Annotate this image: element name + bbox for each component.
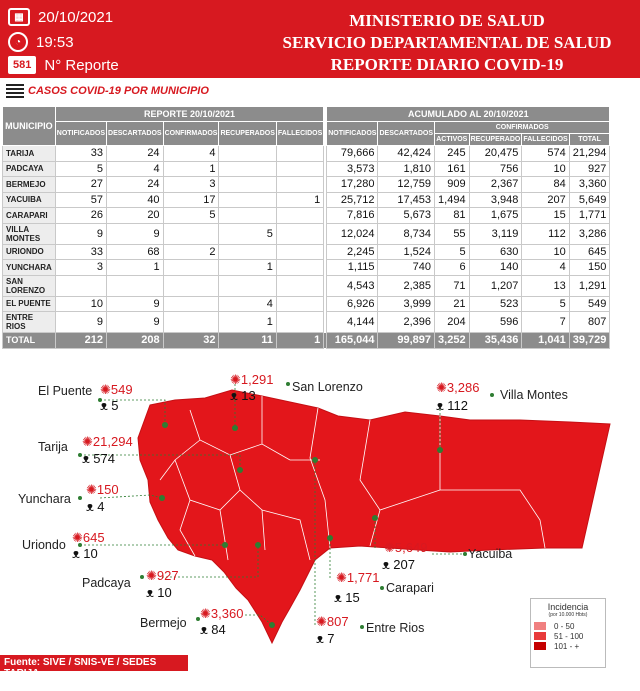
table-cell: 4: [107, 161, 164, 177]
map-cases-bermejo: ✺3,360: [200, 606, 244, 621]
table-icon: [6, 84, 24, 98]
table-cell: [276, 146, 323, 162]
report-header: [0, 0, 640, 78]
legend-title: Incidencia: [547, 602, 589, 612]
table-cell: 1,494: [435, 192, 470, 208]
group-reporte: REPORTE 20/10/2021: [55, 107, 323, 122]
table-cell: 20: [107, 208, 164, 224]
ribbon-icon: ᴥ: [82, 451, 90, 466]
municipio-name: SAN LORENZO: [3, 275, 56, 296]
table-cell: 1,291: [569, 275, 610, 296]
table-cell: 1: [219, 260, 276, 276]
title-line-3: REPORTE DIARIO COVID-19: [330, 55, 564, 74]
table-cell: 208: [107, 333, 164, 349]
report-number-row: [8, 56, 119, 74]
table-cell: 204: [435, 312, 470, 333]
table-cell: 9: [107, 296, 164, 312]
table-cell: [219, 192, 276, 208]
table-cell: 27: [55, 177, 106, 193]
municipio-name: YUNCHARA: [3, 260, 56, 276]
table-cell: 3,573: [327, 161, 378, 177]
table-cell: [163, 223, 219, 244]
table-cell: 39,729: [569, 333, 610, 349]
map-deaths-el-puente: ᴥ 5: [100, 398, 119, 413]
table-row: [3, 244, 610, 260]
map-label-padcaya: Padcaya: [82, 576, 131, 590]
table-cell: 33: [55, 244, 106, 260]
table-cell: [219, 146, 276, 162]
table-cell: [219, 208, 276, 224]
table-cell: 55: [435, 223, 470, 244]
table-cell: 596: [469, 312, 522, 333]
map-cases-padcaya: ✺927: [146, 568, 179, 583]
table-cell: [219, 275, 276, 296]
table-row: [3, 312, 610, 333]
virus-icon: ✺: [100, 382, 111, 397]
map-label-villa-montes: Villa Montes: [500, 388, 568, 402]
map-deaths-yacuiba: ᴥ 207: [382, 557, 415, 572]
table-cell: 245: [435, 146, 470, 162]
table-cell: 9: [55, 312, 106, 333]
table-cell: 57: [55, 192, 106, 208]
table-cell: 3,999: [378, 296, 435, 312]
time-row: [8, 32, 74, 52]
report-time: 19:53: [36, 33, 74, 51]
table-cell: 150: [569, 260, 610, 276]
table-cell: 5: [55, 161, 106, 177]
ribbon-icon: ᴥ: [436, 398, 444, 413]
table-cell: [276, 296, 323, 312]
table-cell: 549: [569, 296, 610, 312]
virus-icon: ✺: [316, 614, 327, 629]
municipio-name: TARIJA: [3, 146, 56, 162]
table-body: [3, 146, 610, 349]
map-cases-villa-montes: ✺3,286: [436, 380, 480, 395]
table-cell: 523: [469, 296, 522, 312]
municipio-name: URIONDO: [3, 244, 56, 260]
page-title: [282, 10, 612, 76]
virus-icon: ✺: [336, 570, 347, 585]
table-cell: [276, 312, 323, 333]
table-cell: 32: [163, 333, 219, 349]
ribbon-icon: ᴥ: [146, 585, 154, 600]
table-cell: 2,367: [469, 177, 522, 193]
col-confirmados: CONFIRMADOS: [163, 122, 219, 146]
legend-item: 51 - 100: [534, 631, 602, 641]
table-cell: 20,475: [469, 146, 522, 162]
table-cell: [163, 312, 219, 333]
col-notificados: NOTIFICADOS: [55, 122, 106, 146]
table-cell: 1: [107, 260, 164, 276]
table-row: [3, 275, 610, 296]
table-cell: 740: [378, 260, 435, 276]
table-cell: 5,649: [569, 192, 610, 208]
virus-icon: ✺: [86, 482, 97, 497]
table-cell: 17,280: [327, 177, 378, 193]
table-cell: 2,245: [327, 244, 378, 260]
table-cell: 3,286: [569, 223, 610, 244]
calendar-icon: ▦: [8, 8, 30, 26]
map-deaths-carapari: ᴥ 15: [334, 590, 360, 605]
table-cell: [276, 275, 323, 296]
table-cell: 756: [469, 161, 522, 177]
legend-item: 0 - 50: [534, 621, 602, 631]
map-deaths-entre-rios: ᴥ 7: [316, 631, 335, 646]
table-cell: [276, 177, 323, 193]
table-cell: 1,810: [378, 161, 435, 177]
virus-icon: ✺: [82, 434, 93, 449]
ribbon-icon: ᴥ: [100, 398, 108, 413]
table-cell: 1: [276, 192, 323, 208]
table-cell: 33: [55, 146, 106, 162]
group-acumulado: ACUMULADO AL 20/10/2021: [327, 107, 610, 122]
table-cell: 26: [55, 208, 106, 224]
table-row: [3, 208, 610, 224]
table-cell: 10: [522, 244, 569, 260]
map-deaths-uriondo: ᴥ 10: [72, 546, 98, 561]
table-cell: 2,396: [378, 312, 435, 333]
map-deaths-san-lorenzo: ᴥ 13: [230, 388, 256, 403]
table-cell: 10: [522, 161, 569, 177]
virus-icon: ✺: [384, 540, 395, 555]
table-row: [3, 296, 610, 312]
col-descartados: DESCARTADOS: [107, 122, 164, 146]
table-cell: [107, 275, 164, 296]
table-cell: [276, 161, 323, 177]
table-row: [3, 223, 610, 244]
municipio-name: ENTRE RIOS: [3, 312, 56, 333]
virus-icon: ✺: [146, 568, 157, 583]
table-cell: 84: [522, 177, 569, 193]
table-cell: 5,673: [378, 208, 435, 224]
table-cell: [219, 244, 276, 260]
table-row: [3, 146, 610, 162]
table-cell: 1: [276, 333, 323, 349]
date-row: [8, 8, 113, 26]
table-cell: 25,712: [327, 192, 378, 208]
table-cell: 3,119: [469, 223, 522, 244]
table-cell: 21,294: [569, 146, 610, 162]
table-cell: [276, 244, 323, 260]
table-cell: 4: [522, 260, 569, 276]
map-label-tarija: Tarija: [38, 440, 68, 454]
source-footer: Fuente: SIVE / SNIS-VE / SEDES TARIJA: [0, 655, 188, 671]
ribbon-icon: ᴥ: [72, 546, 80, 561]
cases-table: [2, 106, 610, 349]
map-cases-san-lorenzo: ✺1,291: [230, 372, 274, 387]
table-cell: 5: [163, 208, 219, 224]
table-row: [3, 260, 610, 276]
table-cell: [219, 161, 276, 177]
map-cases-entre-rios: ✺807: [316, 614, 349, 629]
table-cell: [276, 223, 323, 244]
municipio-name: YACUIBA: [3, 192, 56, 208]
table-cell: 1,771: [569, 208, 610, 224]
table-cell: 68: [107, 244, 164, 260]
table-cell: 140: [469, 260, 522, 276]
map-cases-yacuiba: ✺5,649: [384, 540, 428, 555]
table-cell: 574: [522, 146, 569, 162]
map-label-bermejo: Bermejo: [140, 616, 187, 630]
clock-icon: ◔: [8, 32, 28, 52]
table-cell: 9: [107, 223, 164, 244]
table-cell: [163, 275, 219, 296]
map-cases-uriondo: ✺645: [72, 530, 105, 545]
table-cell: 165,044: [327, 333, 378, 349]
table-cell: 40: [107, 192, 164, 208]
report-date: 20/10/2021: [38, 8, 114, 26]
table-cell: 13: [522, 275, 569, 296]
table-cell: 3: [163, 177, 219, 193]
municipio-name: BERMEJO: [3, 177, 56, 193]
map-label-el-puente: El Puente: [38, 384, 93, 398]
ribbon-icon: ᴥ: [316, 631, 324, 646]
col-recuperados: RECUPERADOS: [219, 122, 276, 146]
map-cases-tarija: ✺21,294: [82, 434, 133, 449]
report-number-label: N° Reporte: [44, 56, 119, 74]
map-label-entre-rios: Entre Rios: [366, 621, 425, 635]
map-deaths-padcaya: ᴥ 10: [146, 585, 172, 600]
virus-icon: ✺: [436, 380, 447, 395]
table-cell: [219, 177, 276, 193]
table-cell: [276, 208, 323, 224]
table-cell: 17: [163, 192, 219, 208]
table-cell: 1,041: [522, 333, 569, 349]
ribbon-icon: ᴥ: [86, 499, 94, 514]
table-cell: 4: [163, 146, 219, 162]
virus-icon: ✺: [230, 372, 241, 387]
table-cell: 6: [435, 260, 470, 276]
table-cell: 1,675: [469, 208, 522, 224]
table-row: [3, 192, 610, 208]
col-acum-descartados: DESCARTADOS: [378, 122, 435, 146]
table-row: [3, 177, 610, 193]
municipio-name: EL PUENTE: [3, 296, 56, 312]
table-cell: 3,360: [569, 177, 610, 193]
ribbon-icon: ᴥ: [200, 622, 208, 637]
virus-icon: ✺: [200, 606, 211, 621]
table-cell: 807: [569, 312, 610, 333]
table-cell: 4,543: [327, 275, 378, 296]
table-cell: 112: [522, 223, 569, 244]
table-cell: 1: [219, 312, 276, 333]
table-cell: [55, 275, 106, 296]
table-cell: 15: [522, 208, 569, 224]
incidence-legend: [530, 598, 606, 668]
map-deaths-yunchara: ᴥ 4: [86, 499, 105, 514]
title-line-2: SERVICIO DEPARTAMENTAL DE SALUD: [282, 33, 612, 52]
col-activos: ACTIVOS: [435, 134, 470, 146]
title-line-1: MINISTERIO DE SALUD: [349, 11, 545, 30]
map-deaths-tarija: ᴥ 574: [82, 451, 115, 466]
table-cell: 1: [163, 161, 219, 177]
table-cell: 4: [219, 296, 276, 312]
table-total-row: [3, 333, 610, 349]
map-deaths-villa-montes: ᴥ 112: [436, 398, 468, 413]
municipio-name: PADCAYA: [3, 161, 56, 177]
table-cell: 212: [55, 333, 106, 349]
table-cell: 42,424: [378, 146, 435, 162]
table-cell: 630: [469, 244, 522, 260]
table-cell: 927: [569, 161, 610, 177]
map-label-san-lorenzo: San Lorenzo: [292, 380, 363, 394]
table-cell: [163, 260, 219, 276]
table-cell: 81: [435, 208, 470, 224]
ribbon-icon: ᴥ: [230, 388, 238, 403]
table-cell: 161: [435, 161, 470, 177]
table-cell: 7: [522, 312, 569, 333]
col-acum-notificados: NOTIFICADOS: [327, 122, 378, 146]
table-cell: 3,948: [469, 192, 522, 208]
report-number: 581: [8, 56, 36, 74]
ribbon-icon: ᴥ: [382, 557, 390, 572]
legend-item: 101 - +: [534, 641, 602, 651]
table-cell: 5: [522, 296, 569, 312]
municipio-name: TOTAL: [3, 333, 56, 349]
municipio-name: VILLA MONTES: [3, 223, 56, 244]
map-cases-yunchara: ✺150: [86, 482, 119, 497]
table-cell: [163, 296, 219, 312]
municipio-name: CARAPARI: [3, 208, 56, 224]
group-confirmados: CONFIRMADOS: [435, 122, 610, 134]
table-cell: [276, 260, 323, 276]
table-cell: 3,252: [435, 333, 470, 349]
map-label-carapari: Carapari: [386, 581, 434, 595]
table-cell: 71: [435, 275, 470, 296]
table-cell: 4,144: [327, 312, 378, 333]
table-cell: 3: [55, 260, 106, 276]
table-cell: 9: [55, 223, 106, 244]
map-cases-el-puente: ✺549: [100, 382, 133, 397]
virus-icon: ✺: [72, 530, 83, 545]
table-cell: 1,524: [378, 244, 435, 260]
legend-subtitle: (por 10.000 Hbts): [548, 612, 588, 618]
table-cell: 2,385: [378, 275, 435, 296]
table-row: [3, 161, 610, 177]
table-cell: 1,207: [469, 275, 522, 296]
section-title: CASOS COVID-19 POR MUNICIPIO: [6, 84, 209, 98]
table-cell: 21: [435, 296, 470, 312]
table-cell: 8,734: [378, 223, 435, 244]
table-cell: 99,897: [378, 333, 435, 349]
table-cell: 909: [435, 177, 470, 193]
table-cell: 5: [219, 223, 276, 244]
col-total: TOTAL: [569, 134, 610, 146]
map-cases-carapari: ✺1,771: [336, 570, 380, 585]
map-label-yunchara: Yunchara: [18, 492, 71, 506]
col-fallecidos: FALLECIDOS: [276, 122, 323, 146]
col-municipio: MUNICIPIO: [3, 107, 56, 146]
table-cell: 12,024: [327, 223, 378, 244]
table-cell: 79,666: [327, 146, 378, 162]
col-acum-fallecidos: FALLECIDOS: [522, 134, 569, 146]
table-cell: 6,926: [327, 296, 378, 312]
table-cell: 24: [107, 177, 164, 193]
table-cell: 17,453: [378, 192, 435, 208]
table-cell: 7,816: [327, 208, 378, 224]
table-cell: 2: [163, 244, 219, 260]
table-cell: 1,115: [327, 260, 378, 276]
map-label-yacuiba: Yacuiba: [468, 547, 513, 561]
ribbon-icon: ᴥ: [334, 590, 342, 605]
table-cell: 11: [219, 333, 276, 349]
table-cell: 5: [435, 244, 470, 260]
map-label-uriondo: Uriondo: [22, 538, 66, 552]
table-cell: 9: [107, 312, 164, 333]
col-recuperado: RECUPERADO: [469, 134, 522, 146]
table-cell: 645: [569, 244, 610, 260]
table-cell: 35,436: [469, 333, 522, 349]
map-deaths-bermejo: ᴥ 84: [200, 622, 226, 637]
table-cell: 24: [107, 146, 164, 162]
table-cell: 12,759: [378, 177, 435, 193]
table-cell: 10: [55, 296, 106, 312]
table-cell: 207: [522, 192, 569, 208]
